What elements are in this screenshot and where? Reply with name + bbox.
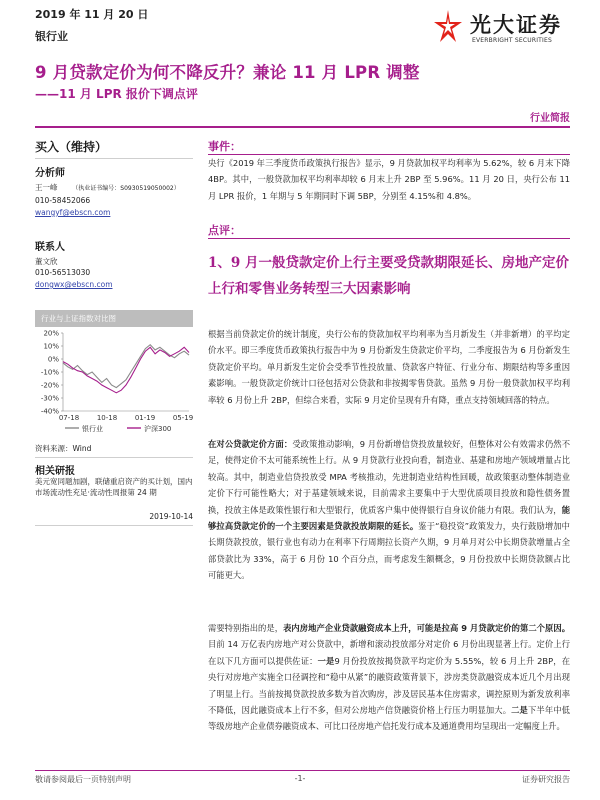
analyst-name: 王一峰	[35, 183, 58, 192]
chart-source: 资料来源：Wind	[35, 444, 92, 453]
analyst-line	[35, 182, 180, 193]
sidebar-divider	[35, 158, 193, 159]
footer-disclaimer: 敬请参阅最后一页特别声明	[35, 775, 131, 784]
x-tick-label: 07-18	[58, 414, 80, 422]
analyst-cert-label: （执业证书编号：	[72, 185, 121, 192]
paragraph-text: 受政策推动影响，9 月份新增信贷投放量较好，但整体对公有效需求仍然不足，使得定价不太可能系统性上行。从 9 月贷款行业投向看，制造业、基建和房地产领域增量占比较高。其中，制造业信贷投放受 MPA 考核推动，先进制造业结构性回暖，故政策驱动整体制造业定价下行可能性略大；对于基建领域来说，目前需求主要集中于大型优质项目投放和隐性债务置换，投放主体是政策性银行和大型银行，优质客户集中使得银行自身议价能力有限。我们认为，	[208, 439, 570, 515]
industry-label: 银行业	[35, 30, 68, 43]
y-tick-label: 20%	[43, 329, 59, 338]
chart-title: 行业与上证指数对比图	[35, 310, 193, 327]
body-paragraph-1: 根据当前贷款定价的统计制度，央行公布的贷款加权平均利率为当月新发生（并非新增）的平均定价水平。即三季度货币政策执行报告中为 9 月份新发生贷款定价平均，二季度报告为 6 月份新发生贷款定价平均。单月新发生定价会受季节性投放量、贷款客户特征、行业分布、期限结构等多重因素影响。一般贷款定价统计口径包括对公贷款和非按揭零售贷款。虽然 9 月份一般贷款加权平均利率较 6 月份上升 2BP，但综合来看，实际 9 月定价呈现有升有降，重点支持领域回落的特点。	[208, 329, 570, 405]
page-number: -1-	[294, 774, 306, 783]
comment-heading: 点评：	[208, 224, 241, 237]
x-tick-label: 10-18	[96, 414, 118, 422]
sidebar-divider	[35, 525, 193, 526]
paragraph-text: 目前 14 万亿表内房地产对公贷款中，新增和滚动投放部分对定价 6 月份出现显著上行。定价上行在以下几方面可以提供佐证：	[208, 639, 570, 666]
y-tick-label: -20%	[40, 381, 59, 390]
report-subtitle: ——11 月 LPR 报价下调点评	[35, 87, 198, 101]
report-title: 9 月贷款定价为何不降反升？兼论 11 月 LPR 调整	[35, 63, 420, 82]
y-tick-label: 0%	[47, 355, 59, 364]
paragraph-text: 下半年中低等级房地产企业债券融资成本、可比口径房地产信托发行成本及通道费用均呈现出一定幅度上升。	[208, 705, 570, 732]
paragraph-text: 9 月份投放按揭贷款平均定价为 5.55%，较 6 月上升 2BP，在央行对房地产实施全口径调控和“稳中从紧”的融资政策背景下，涉房类贷款融资成本近几个月出现了明显上行。当前按揭贷款投放多数为首次购房，涉及居民基本住房需求，调控原则为新发放利率不降低，因此融资成本上行不多，但对公房地产信贷融资价格上行压力明显加大。	[208, 655, 570, 716]
paragraph-emphasis: 表内房地产企业贷款融资成本上升，可能是拉高 9 月贷款定价的第二个原因。	[283, 623, 570, 633]
comment-divider	[208, 238, 570, 239]
contact-heading: 联系人	[35, 242, 65, 253]
paragraph-text: 需要特别指出的是，	[208, 623, 284, 633]
contact-phone: 010-56513030	[35, 268, 91, 277]
y-tick-label: -40%	[40, 407, 59, 416]
y-tick-label: 10%	[43, 342, 59, 351]
paragraph-emphasis: 一是	[317, 655, 335, 666]
report-date: 2019 年 11 月 20 日	[35, 8, 149, 21]
legend-label: 沪深300	[144, 425, 172, 433]
related-reports-heading: 相关研报	[35, 466, 75, 477]
related-report-link[interactable]: 美元宽同题加剧，联储重启资产的买计划，国内市场流动性充足·流动性周报第 24 期	[35, 477, 193, 497]
investment-rating: 买入（维持）	[35, 140, 108, 154]
body-paragraph-3	[208, 620, 570, 735]
logo-english-name: EVERBRIGHT SECURITIES	[472, 37, 552, 44]
paragraph-lead: 在对公贷款定价方面：	[208, 439, 293, 449]
contact-email-link[interactable]: dongwx@ebscn.com	[35, 280, 113, 289]
header-divider	[35, 126, 570, 128]
event-heading: 事件：	[208, 140, 241, 153]
industry-vs-index-chart	[35, 310, 193, 440]
paragraph-text: 鉴于“稳投资”政策发力，央行鼓励增加中长期贷款投放，银行业也有动力在利率下行周期拉长资产久期，9 月单月对公中长期贷款增量占全部贷款比为 33%，高于 6 月份 10 个百分点，而考虑发生额概念，9 月份投放中长期贷款额占比可能更大。	[208, 521, 570, 581]
paragraph-emphasis: 能够拉高贷款定价的一个主要因素是贷款投放期限的延长。	[208, 504, 570, 532]
analyst-heading: 分析师	[35, 168, 65, 179]
analyst-cert-number: S0930519050002）	[120, 185, 180, 192]
analyst-phone: 010-58452066	[35, 196, 91, 205]
brand-logo	[432, 6, 572, 50]
analyst-email-link[interactable]: wangyf@ebscn.com	[35, 208, 111, 217]
footer-report-label: 证券研究报告	[522, 775, 570, 784]
x-tick-label: 05-19	[172, 414, 193, 422]
body-paragraph-2	[208, 436, 570, 584]
chart-plot	[35, 327, 193, 440]
footer-divider	[35, 770, 570, 771]
report-type-label: 行业简报	[530, 113, 570, 124]
y-tick-label: -30%	[40, 394, 59, 403]
section-heading-1: 1、9 月一般贷款定价上行主要受贷款期限延长、房地产定价上行和零售业务转型三大因素影响	[208, 255, 569, 297]
paragraph-emphasis: 二是	[511, 705, 528, 716]
sidebar-divider	[35, 457, 193, 458]
x-tick-label: 01-19	[134, 414, 156, 422]
y-tick-label: -10%	[40, 368, 59, 377]
related-report-date: 2019-10-14	[149, 512, 193, 521]
event-paragraph: 央行《2019 年三季度货币政策执行报告》显示，9 月贷款加权平均利率为 5.62%，较 6 月末下降 4BP。其中，一般贷款加权平均利率却较 6 月末上升 2BP 至 5.96%。11 月 20 日，央行公布 11 月 LPR 报价，1 年期与 5 年期同时下调 5BP，分别至 4.15%和 4.8%。	[208, 158, 570, 201]
logo-icon	[432, 8, 464, 44]
logo-chinese-name: 光大证券	[470, 12, 562, 37]
series-line	[63, 345, 189, 388]
contact-name: 董文欣	[35, 257, 58, 266]
legend-label: 银行业	[82, 425, 103, 433]
